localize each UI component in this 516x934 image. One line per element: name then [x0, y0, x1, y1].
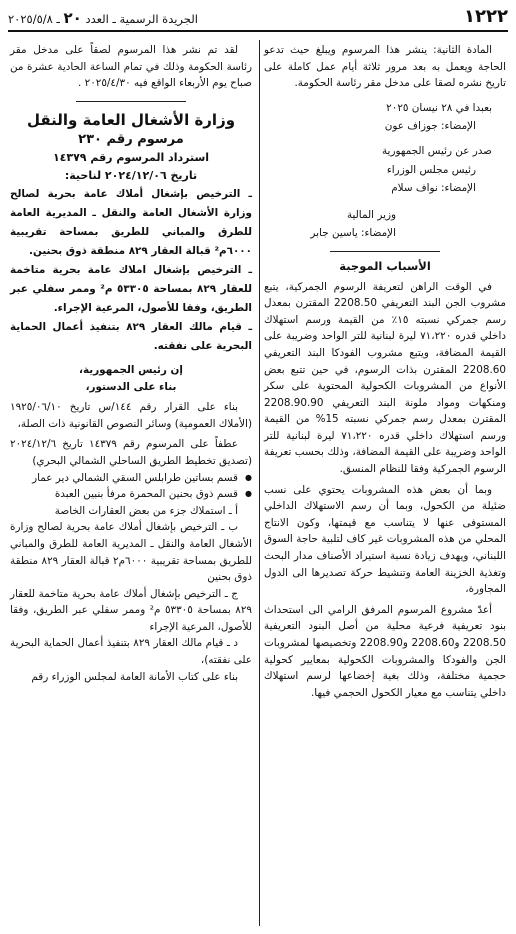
issue-date: ـ ٢٠٢٥/٥/٨ [8, 12, 60, 26]
page-number: ١٢٢٢ [464, 6, 508, 27]
reasons-paragraph-1: في الوقت الراهن لتعريفة الرسوم الجمركية، يتبع مشروب الجن البند التعريفي 2208.50 المقترن بمعدل رسم جمركي نسبته ١٥٪ من القيمة ورسم استهلاك داخلي قدره ٧١،٢٢٠ ليرة لبنانية للتر الواحد وضريبة على القيمة المضافة، ويتبع مشروب الفودكا البند التعريفي 2208.60 المقترن بذات الرسوم، في حين تتبع بعض الأنواع من المشروبات الكحولية المحتوية على سكر ومنكهات ومواد ملونة البند التعريفي 2208.90.90 المقترن بمعدل رسم جمركي نسبته 15% من القيمة ورسم استهلاك داخلي قدره ٧١،٢٢٠ ليرة لبنانية للتر الواحد وضريبة على القيمة المضافة، وذلك بحسب تعريفة الرسوم الجمركية وفقا للنظام المنسق. [264, 280, 507, 476]
left-column [10, 42, 252, 685]
reasons-paragraph-2: وبما أن بعض هذه المشروبات يحتوي على نسب ضئيلة من الكحول، وبما أن رسم الاستهلاك الداخلي المستوفى عنها لا يتناسب مع قيمتها، وكون الانتاج المحلي من هذه المشروبات غير كاف لتلبية حاجة السوق اللبناني، ويهدف زيادة نسبة استيراد الأصناف مدار البحث وتغذية الخزينة العامة وتنشيط حركة تصديرها الى الدول المجاورة، [264, 483, 506, 596]
subject-item-1: ـ الترخيص بإشغال أملاك عامة بحرية لصالح وزارة الأشغال العامة والنقل ـ المديرية العامة للطرق والمباني للطريق بمساحة تقريبية ٦٠٠٠م² قبالة العقار ٨٢٩ منطقة ذوق بحنين. [10, 187, 252, 257]
bullet-item-2: ● قسم ذوق بحنين المحمرة مرفأ بنبين العبدة [10, 486, 252, 503]
signature-finance-minister: الإمضاء: ياسين جابر [310, 227, 396, 240]
column-divider [259, 40, 260, 926]
preamble-2: عطفاً على المرسوم رقم ١٤٣٧٩ تاريخ ٢٠٢٤/١٢/٦ (تصديق تخطيط الطريق الساحلي الشمالي البحري) [10, 438, 252, 467]
gazette-issue-info [8, 9, 198, 27]
right-column [264, 42, 506, 701]
decree-number: مرسوم رقم ٢٣٠ [78, 132, 184, 148]
decree-date: تاريخ ٢٠٢٤/١٢/٠٦ لناحية: [64, 168, 198, 182]
issued-by: صدر عن رئيس الجمهورية [381, 144, 492, 157]
signature-president: الإمضاء: جوزاف عون [384, 120, 476, 133]
prime-minister-title: رئيس مجلس الوزراء [386, 163, 476, 176]
subject-item-3: ـ قيام مالك العقار ٨٢٩ بتنفيذ أعمال الحماية البحرية على نفقته. [10, 320, 252, 352]
gazette-name: الجريدة الرسمية ـ العدد [85, 12, 198, 26]
bullet-item-1: ● قسم بساتين طرابلس السقي الشمالي دير عمار [10, 470, 252, 487]
page-header [8, 4, 508, 32]
clause-a: أ ـ استملاك جزء من بعض العقارات الخاصة [54, 504, 238, 517]
issue-number: ٢٠ [63, 9, 82, 27]
subject-item-2: ـ الترخيص بإشغال املاك عامة بحرية متاخمة للعقار ٨٢٩ بمساحة ٥٣٣٠٥ م² وممر سفلي عبر الطريق، وفقا للأصول، المرعية الإجراء. [10, 263, 252, 314]
reasons-paragraph-3: أعدّ مشروع المرسوم المرفق الرامي الى استحداث بنود تعريفية فرعية محلية من أصل البنود التعريفية 2208.50 و2208.60 و2208.90 وتخصيصها لمشروبات الجن والفودكا والمشروبات الكحولية بمعايير كحولية حجمية مختلفة، وذلك بغية إخضاعها لرسم استهلاك داخلي يتناسب مع معيار الكحول الحجمي فيها. [264, 603, 506, 699]
president-line: إن رئيس الجمهورية، [79, 363, 183, 376]
constitution-line: بناء على الدستور، [85, 380, 177, 393]
header-divider [8, 30, 508, 32]
signature-prime-minister: الإمضاء: نواف سلام [391, 182, 476, 195]
clause-b: ب ـ الترخيص بإشغال أملاك عامة بحرية لصالح وزارة الأشغال العامة والنقل ـ المديرية العامة للطرق والمباني للطريق بمساحة تقريبية ٦٠٠٠م٢ قبالة العقار ٨٢٩ منطقة ذوق بحنين [10, 521, 253, 584]
reasons-title: الأسباب الموجبة [339, 258, 431, 273]
finance-minister-title: وزير المالية [346, 208, 396, 221]
preamble-3: بناء على كتاب الأمانة العامة لمجلس الوزراء رقم [31, 670, 238, 683]
ministry-title: وزارة الأشغال العامة والنقل [26, 110, 236, 129]
recovery-line: استرداد المرسوم رقم ١٤٣٧٩ [52, 150, 210, 164]
preamble-1: بناء على القرار رقم ١٤٤/س تاريخ ١٩٢٥/٠٦/١٠ (الأملاك العمومية) وسائر النصوص القانونية ذات الصلة، [10, 401, 252, 430]
clause-d: د ـ قيام مالك العقار ٨٢٩ بتنفيذ أعمال الحماية البحرية على نفقته)، [10, 637, 252, 667]
article-two: المادة الثانية: ينشر هذا المرسوم ويبلغ حيث تدعو الحاجة ويعمل به بعد مرور ثلاثة أيام عمل كاملة على تاريخ نشره لصقا على مدخل مقر رئاسة الحكومة. [264, 44, 506, 90]
decree-date-line: بعبدا في ٢٨ نيسان ٢٠٢٥ [386, 101, 492, 114]
clause-c: ج ـ الترخيص بإشغال أملاك عامة بحرية متاخمة للعقار ٨٢٩ بمساحة ٥٣٣٠٥ م² وممر سفلي عبر الطريق، وفقا للأصول، المرعية الإجراء [10, 587, 252, 633]
section-divider-left [76, 101, 186, 102]
section-divider [330, 251, 440, 252]
publication-note: لقد تم نشر هذا المرسوم لصقاً على مدخل مقر رئاسة الحكومة وذلك في تمام الساعة الحادية عشرة من صباح يوم الأربعاء الواقع فيه ٢٠٢٥/٤/٣٠ . [10, 44, 252, 90]
